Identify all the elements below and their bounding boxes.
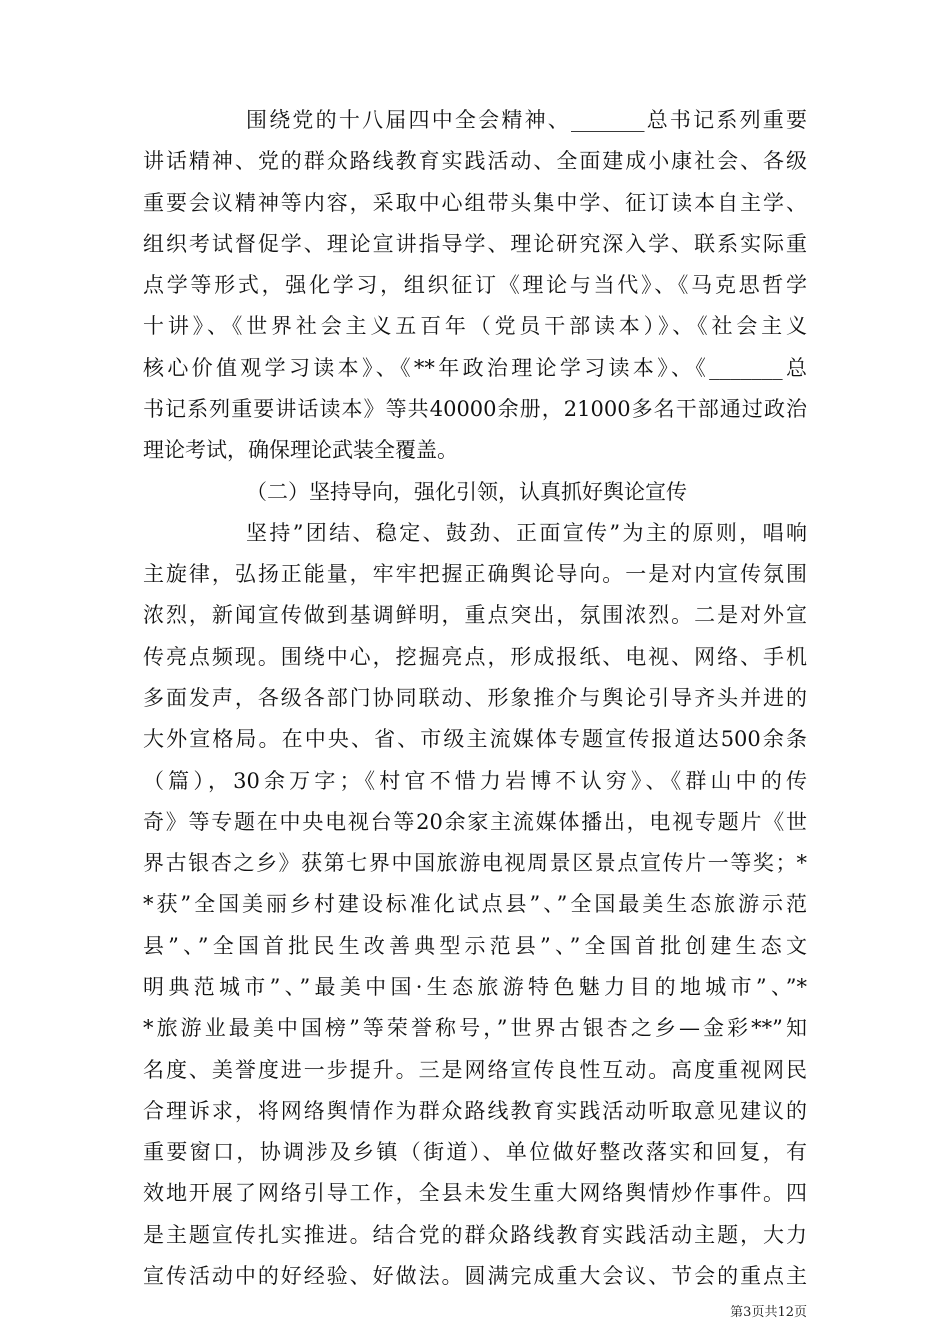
paragraph-1-line-7: 核心价值观学习读本》、《**年政治理论学习读本》、《_______总: [143, 356, 807, 380]
paragraph-2-line-6: 大外宣格局。在中央、省、市级主流媒体专题宣传报道达500余条: [143, 727, 807, 751]
paragraph-2-line-3: 浓烈，新闻宣传做到基调鲜明，重点突出，氛围浓烈。二是对外宣: [143, 603, 807, 627]
paragraph-1-line-1: 围绕党的十八届四中全会精神、_______总书记系列重要: [246, 108, 807, 132]
paragraph-2-line-1: 坚持”团结、稳定、鼓劲、正面宣传”为主的原则，唱响: [246, 521, 807, 545]
paragraph-2-line-4: 传亮点频现。围绕中心，挖掘亮点，形成报纸、电视、网络、手机: [143, 645, 807, 669]
paragraph-1-line-6: 十讲》、《世界社会主义五百年（党员干部读本）》、《社会主义: [143, 314, 807, 338]
paragraph-2-line-2: 主旋律，弘扬正能量，牢牢把握正确舆论导向。一是对内宣传氛围: [143, 562, 807, 586]
paragraph-2-line-17: 效地开展了网络引导工作，全县未发生重大网络舆情炒作事件。四: [143, 1181, 807, 1205]
page-number-footer: 第3页共12页: [730, 1305, 807, 1320]
paragraph-2-line-5: 多面发声，各级各部门协同联动、形象推介与舆论引导齐头并进的: [143, 686, 807, 710]
paragraph-2-line-15: 合理诉求，将网络舆情作为群众路线教育实践活动听取意见建议的: [143, 1099, 807, 1123]
paragraph-2-line-9: 界古银杏之乡》获第七界中国旅游电视周景区景点宣传片一等奖；*: [143, 851, 807, 875]
paragraph-2-line-8: 奇》等专题在中央电视台等20余家主流媒体播出，电视专题片《世: [143, 810, 807, 834]
paragraph-2-line-11: 县”、”全国首批民生改善典型示范县”、”全国首批创建生态文: [143, 934, 807, 958]
paragraph-2-line-12: 明典范城市”、”最美中国·生态旅游特色魅力目的地城市”、”*: [143, 975, 807, 999]
paragraph-1-line-2: 讲话精神、党的群众路线教育实践活动、全面建成小康社会、各级: [143, 149, 807, 173]
paragraph-2-line-19: 宣传活动中的好经验、好做法。圆满完成重大会议、节会的重点主: [143, 1264, 807, 1288]
paragraph-1-line-8: 书记系列重要讲话读本》等共40000余册，21000多名干部通过政治: [143, 397, 807, 421]
section-heading: （二）坚持导向，强化引领，认真抓好舆论宣传: [246, 480, 687, 504]
paragraph-2-line-14: 名度、美誉度进一步提升。三是网络宣传良性互动。高度重视网民: [143, 1058, 807, 1082]
paragraph-2-line-10: *获”全国美丽乡村建设标准化试点县”、”全国最美生态旅游示范: [143, 892, 807, 916]
paragraph-1-line-9: 理论考试，确保理论武装全覆盖。: [143, 438, 458, 462]
paragraph-2-line-18: 是主题宣传扎实推进。结合党的群众路线教育实践活动主题，大力: [143, 1223, 807, 1247]
paragraph-1-line-3: 重要会议精神等内容，采取中心组带头集中学、征订读本自主学、: [143, 191, 807, 215]
paragraph-2-line-16: 重要窗口，协调涉及乡镇（街道）、单位做好整改落实和回复，有: [143, 1140, 807, 1164]
paragraph-2-line-13: *旅游业最美中国榜”等荣誉称号，”世界古银杏之乡—金彩**”知: [143, 1016, 807, 1040]
paragraph-2-line-7: （篇），30余万字；《村官不惜力岩博不认穷》、《群山中的传: [143, 769, 807, 793]
paragraph-1-line-5: 点学等形式，强化学习，组织征订《理论与当代》、《马克思哲学: [143, 273, 807, 297]
paragraph-1-line-4: 组织考试督促学、理论宣讲指导学、理论研究深入学、联系实际重: [143, 232, 807, 256]
